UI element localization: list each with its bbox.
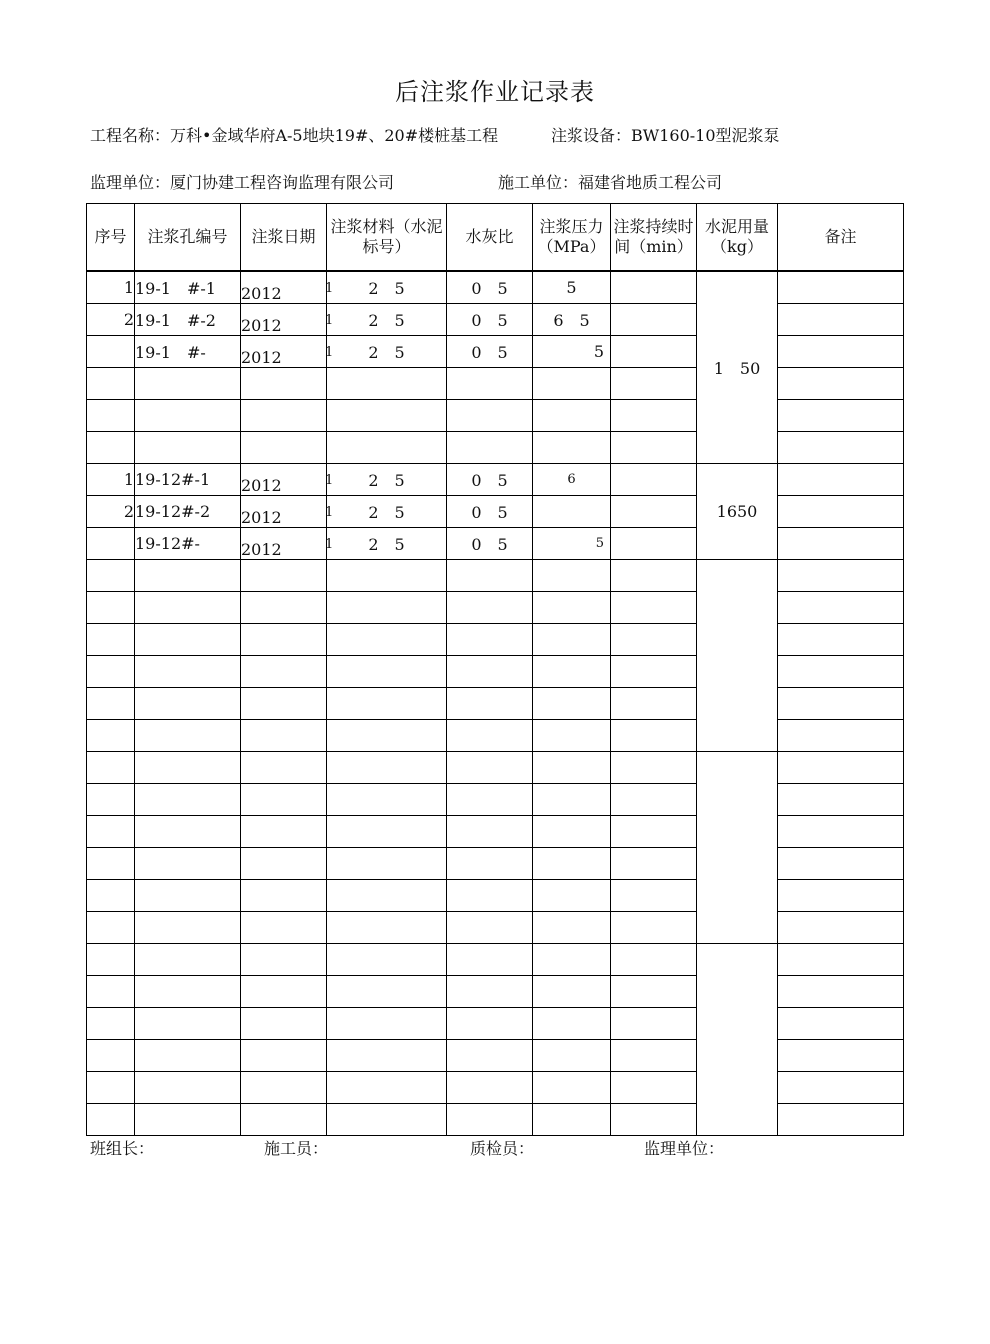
cell-date <box>241 1008 327 1040</box>
cell-seq <box>87 592 135 624</box>
header-date: 注浆日期 <box>241 204 327 272</box>
footer-supervisor: 监理单位： <box>644 1139 725 1158</box>
table-row <box>87 688 904 720</box>
cell-pressure <box>533 560 611 592</box>
cell-duration <box>611 271 697 304</box>
cell-hole: 19-12#- <box>135 528 241 560</box>
cell-duration <box>611 464 697 496</box>
cell-ratio: 0 5 <box>447 464 533 496</box>
grouting-record-table <box>86 203 904 1136</box>
cell-hole <box>135 1040 241 1072</box>
cell-pressure <box>533 592 611 624</box>
table-row <box>87 1040 904 1072</box>
cell-remark <box>778 560 904 592</box>
cell-date: 2012 <box>241 464 327 496</box>
cell-ratio <box>447 400 533 432</box>
cell-cement: 1650 <box>697 464 778 560</box>
cell-cement <box>697 944 778 1136</box>
cell-hole <box>135 1008 241 1040</box>
cell-pressure <box>533 496 611 528</box>
cell-ratio: 0 5 <box>447 496 533 528</box>
cell-pressure <box>533 1040 611 1072</box>
cell-ratio: 0 5 <box>447 271 533 304</box>
cell-pressure <box>533 784 611 816</box>
table-row <box>87 304 904 336</box>
cell-hole <box>135 976 241 1008</box>
cell-duration <box>611 560 697 592</box>
cell-duration <box>611 976 697 1008</box>
cell-seq <box>87 1008 135 1040</box>
cell-ratio <box>447 624 533 656</box>
cell-duration <box>611 432 697 464</box>
cell-remark <box>778 624 904 656</box>
cell-date <box>241 752 327 784</box>
cell-date <box>241 944 327 976</box>
cell-pressure <box>533 848 611 880</box>
cell-remark <box>778 1040 904 1072</box>
project-name: 工程名称：万科•金域华府A-5地块19#、20#楼桩基工程 <box>90 126 499 145</box>
cell-seq <box>87 944 135 976</box>
footer-inspector: 质检员： <box>470 1139 535 1158</box>
cell-material <box>327 1072 447 1104</box>
cell-material <box>327 528 447 560</box>
supervisor-unit: 监理单位：厦门协建工程咨询监理有限公司 <box>90 173 395 192</box>
construction-unit: 施工单位：福建省地质工程公司 <box>498 173 723 192</box>
table-header-row <box>87 204 904 272</box>
cell-hole: 19-12#-2 <box>135 496 241 528</box>
cell-material <box>327 944 447 976</box>
cell-seq: 2 <box>87 304 135 336</box>
cell-remark <box>778 592 904 624</box>
cell-duration <box>611 528 697 560</box>
cell-material-value: 2 5 <box>368 471 405 490</box>
table-row <box>87 368 904 400</box>
cell-pressure: 5 <box>533 271 611 304</box>
cell-seq <box>87 816 135 848</box>
table-row <box>87 464 904 496</box>
cell-pressure <box>533 688 611 720</box>
table-row <box>87 1072 904 1104</box>
table-row <box>87 1008 904 1040</box>
cell-date: 2012 <box>241 496 327 528</box>
cell-material <box>327 624 447 656</box>
cell-seq: 1 <box>87 271 135 304</box>
cell-hole <box>135 1072 241 1104</box>
cell-date <box>241 784 327 816</box>
cell-hole <box>135 656 241 688</box>
cell-date <box>241 1040 327 1072</box>
cell-remark <box>778 528 904 560</box>
cell-date: 2012 <box>241 528 327 560</box>
cell-seq <box>87 784 135 816</box>
cell-hole <box>135 400 241 432</box>
cell-remark <box>778 368 904 400</box>
table-row <box>87 624 904 656</box>
cell-ratio <box>447 688 533 720</box>
cell-hole <box>135 752 241 784</box>
cell-pressure: 6 5 <box>533 304 611 336</box>
cell-material <box>327 976 447 1008</box>
table-row <box>87 944 904 976</box>
cell-date <box>241 1072 327 1104</box>
cell-remark <box>778 496 904 528</box>
cell-hole: 19-1 #-2 <box>135 304 241 336</box>
cell-date <box>241 688 327 720</box>
cell-pressure: 5 <box>533 336 611 368</box>
header-remark: 备注 <box>778 204 904 272</box>
cell-hole <box>135 912 241 944</box>
cell-date <box>241 912 327 944</box>
cell-date: 2012 <box>241 304 327 336</box>
cell-ratio <box>447 1104 533 1136</box>
cell-duration <box>611 720 697 752</box>
cell-hole <box>135 944 241 976</box>
cell-duration <box>611 1072 697 1104</box>
table-row <box>87 816 904 848</box>
cell-material <box>327 464 447 496</box>
cell-material-prefix: 1 <box>325 537 334 552</box>
cell-date <box>241 560 327 592</box>
cell-ratio <box>447 944 533 976</box>
cell-hole: 19-1 #- <box>135 336 241 368</box>
cell-material-value: 2 5 <box>368 311 405 330</box>
cell-seq <box>87 432 135 464</box>
cell-ratio: 0 5 <box>447 304 533 336</box>
cell-date <box>241 720 327 752</box>
cell-hole <box>135 592 241 624</box>
cell-seq <box>87 1072 135 1104</box>
cell-material <box>327 432 447 464</box>
cell-material-value: 2 5 <box>368 535 405 554</box>
cell-remark <box>778 688 904 720</box>
cell-seq <box>87 400 135 432</box>
cell-duration <box>611 368 697 400</box>
cell-material-prefix: 1 <box>325 313 334 328</box>
cell-material <box>327 688 447 720</box>
cell-duration <box>611 336 697 368</box>
cell-material <box>327 304 447 336</box>
cell-material-prefix: 1 <box>325 505 334 520</box>
table-row <box>87 271 904 304</box>
cell-seq <box>87 560 135 592</box>
cell-cement <box>697 560 778 752</box>
cell-ratio <box>447 432 533 464</box>
cell-duration <box>611 848 697 880</box>
cell-material <box>327 848 447 880</box>
equipment: 注浆设备：BW160-10型泥浆泵 <box>551 126 780 145</box>
cell-duration <box>611 400 697 432</box>
cell-ratio <box>447 1008 533 1040</box>
cell-remark <box>778 336 904 368</box>
cell-cement: 1 50 <box>697 271 778 464</box>
table-row <box>87 848 904 880</box>
cell-seq <box>87 688 135 720</box>
table-row <box>87 912 904 944</box>
cell-remark <box>778 944 904 976</box>
cell-pressure <box>533 912 611 944</box>
cell-ratio <box>447 784 533 816</box>
cell-remark <box>778 1072 904 1104</box>
cell-seq <box>87 976 135 1008</box>
header-ratio: 水灰比 <box>447 204 533 272</box>
cell-ratio <box>447 912 533 944</box>
cell-pressure <box>533 816 611 848</box>
header-cement: 水泥用量（kg） <box>697 204 778 272</box>
cell-material <box>327 784 447 816</box>
cell-seq <box>87 368 135 400</box>
cell-date <box>241 976 327 1008</box>
table-row <box>87 432 904 464</box>
cell-date <box>241 848 327 880</box>
cell-remark <box>778 464 904 496</box>
cell-pressure: 6 <box>533 464 611 496</box>
cell-remark <box>778 784 904 816</box>
cell-ratio <box>447 656 533 688</box>
cell-hole: 19-1 #-1 <box>135 271 241 304</box>
cell-material <box>327 496 447 528</box>
cell-ratio <box>447 368 533 400</box>
cell-pressure <box>533 976 611 1008</box>
cell-seq <box>87 912 135 944</box>
header-hole: 注浆孔编号 <box>135 204 241 272</box>
cell-cement <box>697 752 778 944</box>
cell-material <box>327 560 447 592</box>
cell-date <box>241 880 327 912</box>
cell-seq <box>87 1104 135 1136</box>
cell-duration <box>611 592 697 624</box>
cell-material-value: 2 5 <box>368 279 405 298</box>
cell-duration <box>611 1008 697 1040</box>
cell-material-value: 2 5 <box>368 343 405 362</box>
cell-material-value: 2 5 <box>368 503 405 522</box>
cell-ratio <box>447 848 533 880</box>
cell-hole <box>135 368 241 400</box>
cell-remark <box>778 752 904 784</box>
cell-ratio <box>447 752 533 784</box>
cell-material-prefix: 1 <box>325 473 334 488</box>
cell-duration <box>611 1040 697 1072</box>
cell-pressure <box>533 368 611 400</box>
cell-duration <box>611 1104 697 1136</box>
cell-seq <box>87 336 135 368</box>
cell-material <box>327 592 447 624</box>
page-title: 后注浆作业记录表 <box>395 78 595 106</box>
cell-remark <box>778 720 904 752</box>
cell-hole <box>135 688 241 720</box>
cell-seq <box>87 624 135 656</box>
cell-duration <box>611 624 697 656</box>
cell-pressure <box>533 656 611 688</box>
cell-date <box>241 816 327 848</box>
cell-duration <box>611 816 697 848</box>
cell-hole <box>135 880 241 912</box>
cell-material-prefix: 1 <box>325 281 334 296</box>
cell-pressure <box>533 624 611 656</box>
cell-ratio <box>447 1072 533 1104</box>
cell-date <box>241 432 327 464</box>
cell-duration <box>611 304 697 336</box>
cell-hole <box>135 432 241 464</box>
cell-remark <box>778 656 904 688</box>
cell-remark <box>778 976 904 1008</box>
header-duration: 注浆持续时间（min） <box>611 204 697 272</box>
cell-seq: 1 <box>87 464 135 496</box>
cell-pressure <box>533 1104 611 1136</box>
cell-seq <box>87 720 135 752</box>
cell-ratio <box>447 560 533 592</box>
cell-remark <box>778 1008 904 1040</box>
cell-remark <box>778 848 904 880</box>
cell-pressure <box>533 880 611 912</box>
cell-hole: 19-12#-1 <box>135 464 241 496</box>
table-row <box>87 656 904 688</box>
header-pressure: 注浆压力（MPa） <box>533 204 611 272</box>
cell-seq <box>87 880 135 912</box>
cell-ratio <box>447 816 533 848</box>
footer-constructor: 施工员： <box>264 1139 329 1158</box>
cell-material <box>327 271 447 304</box>
cell-material <box>327 656 447 688</box>
cell-material <box>327 1008 447 1040</box>
cell-remark <box>778 912 904 944</box>
cell-duration <box>611 944 697 976</box>
cell-pressure <box>533 1008 611 1040</box>
header-material: 注浆材料（水泥标号） <box>327 204 447 272</box>
cell-date: 2012 <box>241 336 327 368</box>
cell-seq <box>87 656 135 688</box>
cell-date <box>241 400 327 432</box>
cell-material <box>327 912 447 944</box>
cell-date: 2012 <box>241 271 327 304</box>
cell-material <box>327 816 447 848</box>
cell-pressure <box>533 752 611 784</box>
table-row <box>87 336 904 368</box>
footer-team-leader: 班组长： <box>90 1139 155 1158</box>
cell-seq <box>87 1040 135 1072</box>
cell-remark <box>778 432 904 464</box>
cell-material-prefix: 1 <box>325 345 334 360</box>
cell-remark <box>778 1104 904 1136</box>
cell-ratio <box>447 1040 533 1072</box>
cell-hole <box>135 720 241 752</box>
table-row <box>87 976 904 1008</box>
table-row <box>87 880 904 912</box>
cell-ratio: 0 5 <box>447 528 533 560</box>
cell-pressure: 5 <box>533 528 611 560</box>
table-row <box>87 720 904 752</box>
cell-remark <box>778 304 904 336</box>
cell-hole <box>135 560 241 592</box>
cell-duration <box>611 784 697 816</box>
cell-date <box>241 656 327 688</box>
cell-duration <box>611 496 697 528</box>
cell-pressure <box>533 432 611 464</box>
cell-date <box>241 592 327 624</box>
table-row <box>87 752 904 784</box>
cell-hole <box>135 624 241 656</box>
cell-hole <box>135 816 241 848</box>
cell-material <box>327 1040 447 1072</box>
cell-ratio <box>447 592 533 624</box>
cell-duration <box>611 752 697 784</box>
cell-ratio: 0 5 <box>447 336 533 368</box>
cell-duration <box>611 912 697 944</box>
cell-remark <box>778 880 904 912</box>
cell-ratio <box>447 720 533 752</box>
table-row <box>87 400 904 432</box>
cell-pressure <box>533 720 611 752</box>
cell-pressure <box>533 944 611 976</box>
cell-duration <box>611 656 697 688</box>
cell-material <box>327 752 447 784</box>
cell-material <box>327 368 447 400</box>
cell-remark <box>778 400 904 432</box>
table-row <box>87 592 904 624</box>
cell-date <box>241 624 327 656</box>
table-row <box>87 560 904 592</box>
table-row <box>87 1104 904 1136</box>
cell-seq <box>87 752 135 784</box>
header-seq: 序号 <box>87 204 135 272</box>
cell-seq <box>87 528 135 560</box>
cell-remark <box>778 816 904 848</box>
cell-material <box>327 1104 447 1136</box>
table-row <box>87 784 904 816</box>
cell-ratio <box>447 880 533 912</box>
cell-hole <box>135 1104 241 1136</box>
cell-date <box>241 1104 327 1136</box>
cell-ratio <box>447 976 533 1008</box>
cell-pressure <box>533 1072 611 1104</box>
table-row <box>87 496 904 528</box>
cell-seq <box>87 848 135 880</box>
cell-hole <box>135 784 241 816</box>
cell-seq: 2 <box>87 496 135 528</box>
cell-material <box>327 400 447 432</box>
cell-duration <box>611 688 697 720</box>
cell-pressure <box>533 400 611 432</box>
cell-hole <box>135 848 241 880</box>
cell-duration <box>611 880 697 912</box>
cell-date <box>241 368 327 400</box>
cell-material <box>327 336 447 368</box>
table-row <box>87 528 904 560</box>
cell-material <box>327 720 447 752</box>
cell-remark <box>778 271 904 304</box>
cell-material <box>327 880 447 912</box>
